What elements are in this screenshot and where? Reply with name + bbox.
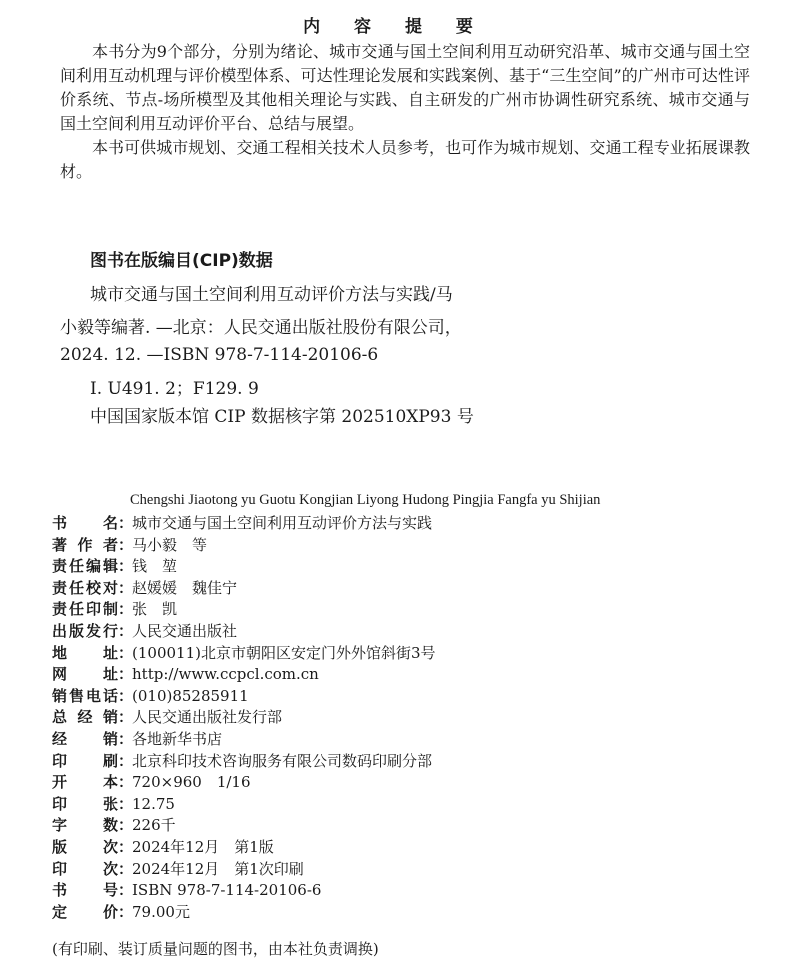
detail-value: (100011)北京市朝阳区安定门外外馆斜街3号 [132, 643, 436, 662]
detail-value: 马小毅 等 [132, 535, 208, 554]
detail-label: 责 任 校 对 [52, 578, 118, 597]
detail-label: 书 号 [52, 881, 118, 900]
detail-colon: ： [118, 794, 134, 813]
detail-colon: ： [118, 600, 134, 619]
detail-row [52, 880, 752, 902]
detail-label: 地 址 [52, 643, 118, 662]
detail-colon: ： [118, 729, 134, 748]
detail-label: 书 名 [52, 514, 118, 532]
detail-value: 2024年12月 第1版 [132, 837, 274, 856]
detail-row [52, 513, 752, 535]
detail-colon: ： [118, 535, 134, 554]
abstract-p1-line: 本书分为9个部分，分别为绪论、城市交通与国土空间利用互动研究沿革、城市交通与国土 [92, 42, 734, 61]
detail-label: 定 价 [52, 902, 118, 921]
detail-label: 印 次 [52, 859, 118, 878]
detail-value: 各地新华书店 [132, 729, 223, 748]
cip-line-2: 小毅等编著. —北京：人民交通出版社股份有限公司， [60, 318, 462, 338]
detail-row [52, 902, 752, 924]
detail-value: 钱 堃 [132, 557, 178, 576]
abstract-paragraph-1 [60, 40, 750, 136]
detail-value: ISBN 978-7-114-20106-6 [132, 881, 322, 900]
detail-row [52, 794, 752, 816]
abstract-p1-line: 空间利用互动机理与评价模型体系、可达性理论发展和实践案例、基于“三生空间”的广州市可 [60, 42, 750, 85]
detail-value: 城市交通与国土空间利用互动评价方法与实践 [132, 514, 433, 532]
detail-value: 人民交通出版社 [132, 621, 238, 640]
detail-value: 226千 [132, 816, 176, 835]
detail-value: http://www.ccpcl.com.cn [132, 665, 319, 684]
cip-line-5: 中国国家版本馆 CIP 数据核字第 202510XP93 号 [90, 407, 474, 427]
detail-label: 著 作 者 [52, 535, 118, 554]
detail-value: 人民交通出版社发行部 [132, 708, 283, 727]
detail-row [52, 729, 752, 751]
publication-details [52, 513, 752, 923]
detail-row [52, 621, 752, 643]
abstract-p1-line: 交通与国土空间利用互动评价平台、总结与展望。 [60, 90, 750, 133]
detail-row [52, 751, 752, 773]
detail-colon: ： [118, 751, 134, 770]
detail-colon: ： [118, 859, 134, 878]
abstract-p2-line: 本书可供城市规划、交通工程相关技术人员参考，也可作为城市规划、交通工程专业拓展课 [92, 138, 734, 157]
detail-colon: ： [118, 643, 134, 662]
detail-value: 赵媛媛 魏佳宁 [132, 578, 238, 597]
detail-label: 字 数 [52, 816, 118, 835]
detail-label: 责 任 编 辑 [52, 557, 118, 576]
detail-row [52, 837, 752, 859]
detail-value: 张 凯 [132, 600, 178, 619]
detail-row [52, 772, 752, 794]
detail-label: 版 次 [52, 837, 118, 856]
pinyin-title: Chengshi Jiaotong yu Guotu Kongjian Liyong Hudong Pingjia Fangfa yu Shijian [130, 492, 601, 508]
detail-colon: ： [118, 665, 134, 684]
abstract-p2-line: 教材。 [60, 138, 750, 181]
detail-colon: ： [118, 816, 134, 835]
detail-label: 开 本 [52, 773, 118, 792]
detail-value: 北京科印技术咨询服务有限公司数码印刷分部 [132, 751, 433, 770]
detail-row [52, 643, 752, 665]
cip-heading: 图书在版编目(CIP)数据 [90, 251, 273, 271]
detail-row [52, 556, 752, 578]
detail-value: (010)85285911 [132, 686, 249, 705]
abstract-p1-line: 达性评价系统、节点-场所模型及其他相关理论与实践、自主研发的广州市协调性研究系统、城市 [60, 66, 750, 109]
detail-row [52, 859, 752, 881]
cip-line-1: 城市交通与国土空间利用互动评价方法与实践/马 [90, 285, 453, 305]
page-title: 内 容 提 要 [303, 17, 487, 37]
detail-label: 出 版 发 行 [52, 621, 118, 640]
quality-note: (有印刷、装订质量问题的图书，由本社负责调换) [52, 940, 379, 958]
detail-row [52, 664, 752, 686]
detail-label: 经 销 [52, 729, 118, 748]
detail-colon: ： [118, 621, 134, 640]
detail-row [52, 578, 752, 600]
detail-value: 2024年12月 第1次印刷 [132, 859, 304, 878]
detail-colon: ： [118, 902, 134, 921]
detail-colon: ： [118, 514, 134, 532]
detail-colon: ： [118, 708, 134, 727]
detail-label: 销 售 电 话 [52, 686, 118, 705]
detail-colon: ： [118, 686, 134, 705]
detail-row [52, 686, 752, 708]
abstract-paragraph-2 [60, 136, 750, 184]
detail-value: 720×960 1/16 [132, 773, 251, 792]
detail-value: 12.75 [132, 794, 175, 813]
detail-colon: ： [118, 557, 134, 576]
cip-line-4: Ⅰ. U491. 2；F129. 9 [90, 379, 259, 399]
detail-value: 79.00元 [132, 902, 190, 921]
detail-colon: ： [118, 773, 134, 792]
detail-label: 印 张 [52, 794, 118, 813]
detail-label: 总 经 销 [52, 708, 118, 727]
detail-label: 印 刷 [52, 751, 118, 770]
detail-colon: ： [118, 578, 134, 597]
detail-row [52, 535, 752, 557]
detail-colon: ： [118, 881, 134, 900]
detail-row [52, 815, 752, 837]
cip-line-3: 2024. 12. —ISBN 978-7-114-20106-6 [60, 345, 379, 365]
detail-row [52, 707, 752, 729]
detail-row [52, 599, 752, 621]
abstract [60, 40, 750, 184]
detail-label: 责 任 印 制 [52, 600, 118, 619]
detail-colon: ： [118, 837, 134, 856]
detail-label: 网 址 [52, 665, 118, 684]
